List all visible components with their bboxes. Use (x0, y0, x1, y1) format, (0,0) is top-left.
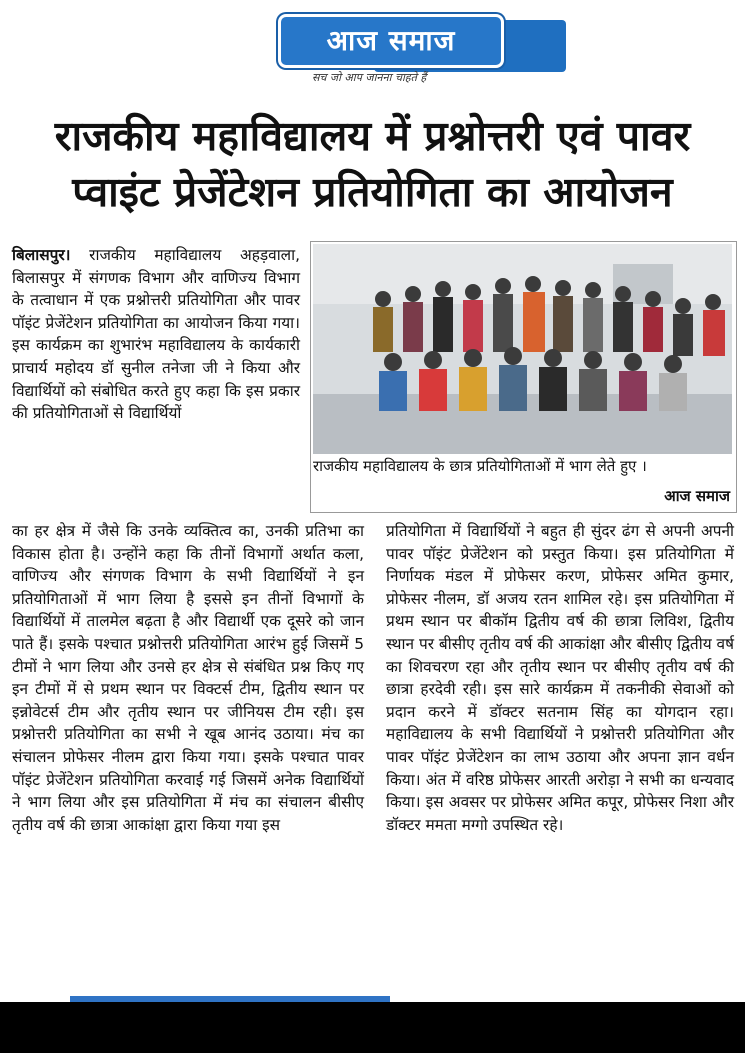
photo-caption: राजकीय महाविद्यालय के छात्र प्रतियोगिताओं में भाग लेते हुए । (313, 457, 647, 475)
headline (0, 108, 745, 220)
group-photo (313, 244, 732, 454)
photo-credit: आज समाज (664, 487, 730, 505)
masthead-logo (278, 14, 568, 86)
body-column-left (12, 520, 364, 836)
news-photo-block (310, 241, 737, 513)
lead-paragraph (12, 244, 300, 425)
body-right-text: प्रतियोगिता में विद्यार्थियों ने बहुत ही सुंदर ढंग से अपनी अपनी पावर पॉइंट प्रेजेंटेशन को प्रस्तुत किया। इस प्रतियोगिता में निर्णायक मंडल में प्रोफेसर करण, प्रोफेसर अमित कुमार, प्रोफेसर नीलम, डॉ अजय रतन शामिल रहे। इस प्रतियोगिता में प्रथम स्थान पर बीकॉम द्वितीय वर्ष की छात्रा लिविश, द्वितीय स्थान पर बीसीए तृतीय वर्ष की आकांक्षा और बीसीए द्वितीय वर्ष का शिवचरण रहा और तृतीय स्थान पर बीसीए तृतीय वर्ष की छात्रा हरदेवी रही। इस सारे कार्यक्रम में तकनीकी सेवाओं को प्रदान करने में डॉक्टर सतनाम सिंह का योगदान रहा। महाविद्यालय के सभी विद्यार्थियों ने प्रश्नोत्तरी प्रतियोगिता और पावर पॉइंट प्रेजेंटेशन का लाभ उठाया और अपना ज्ञान वर्धन किया। अंत में वरिष्ठ प्रोफेसर आरती अरोड़ा ने सभी का धन्यवाद किया। इस अवसर पर प्रोफेसर अमित कपूर, प्रोफेसर निशा और डॉक्टर ममता मग्गो उपस्थित रहे। (386, 522, 734, 834)
body-left-text: का हर क्षेत्र में जैसे कि उनके व्यक्तित्व का, उनकी प्रतिभा का विकास होता है। उन्होंने कहा कि तीनों विभागों अर्थात कला, वाणिज्य और संगणक विभाग के सभी विद्यार्थियों ने इन प्रतियोगिताओं में भाग लिया है इससे इन तीनों विभागों के विद्यार्थियों में तालमेल बढ़ता है और विद्यार्थी एक दूसरे को जान पाते हैं। इसके पश्चात प्रश्नोत्तरी प्रतियोगिता आरंभ हुई जिसमें 5 टीमों ने भाग लिया और उनसे हर क्षेत्र से संबंधित प्रश्न किए गए इन टीमों में से प्रथम स्थान पर विक्टर्स टीम, द्वितीय स्थान पर इन्नोवेटर्स टीम और तृतीय स्थान पर जीनियस टीम रही। इस प्रश्नोत्तरी प्रतियोगिता का सभी ने खूब आनंद उठाया। मंच का संचालन प्रोफेसर नीलम द्वारा किया गया। इसके पश्चात पावर पॉइंट प्रेजेंटेशन प्रतियोगिता करवाई गई जिसमें अनेक विद्यार्थियों ने भाग लिया और इस प्रतियोगिता में मंच का संचालन बीसीए तृतीय वर्ष की छात्रा आकांक्षा द्वारा किया गया इस (12, 522, 364, 834)
masthead-name: आज समाज (278, 14, 504, 68)
headline-line-2: प्वाइंट प्रेजेंटेशन प्रतियोगिता का आयोजन (72, 168, 673, 216)
masthead-tagline: सच जो आप जानना चाहते हैं (312, 71, 427, 84)
bottom-black-strip (0, 1002, 745, 1053)
dateline: बिलासपुर। (12, 246, 71, 264)
headline-line-1: राजकीय महाविद्यालय में प्रश्नोत्तरी एवं पावर (54, 112, 691, 160)
body-column-right (386, 520, 734, 836)
lead-text: राजकीय महाविद्यालय अहड़वाला, बिलासपुर में संगणक विभाग और वाणिज्य विभाग के तत्वाधान में एक प्रश्नोत्तरी प्रतियोगिता और पावर पॉइंट प्रेजेंटेशन प्रतियोगिता का आयोजन किया गया। इस कार्यक्रम का शुभारंभ महाविद्यालय के कार्यकारी प्राचार्य महोदय डॉ सुनील तनेजा जी ने किया और विद्यार्थियों को संबोधित करते हुए कहा कि इस प्रकार की प्रतियोगिताओं से विद्यार्थियों (12, 246, 300, 423)
